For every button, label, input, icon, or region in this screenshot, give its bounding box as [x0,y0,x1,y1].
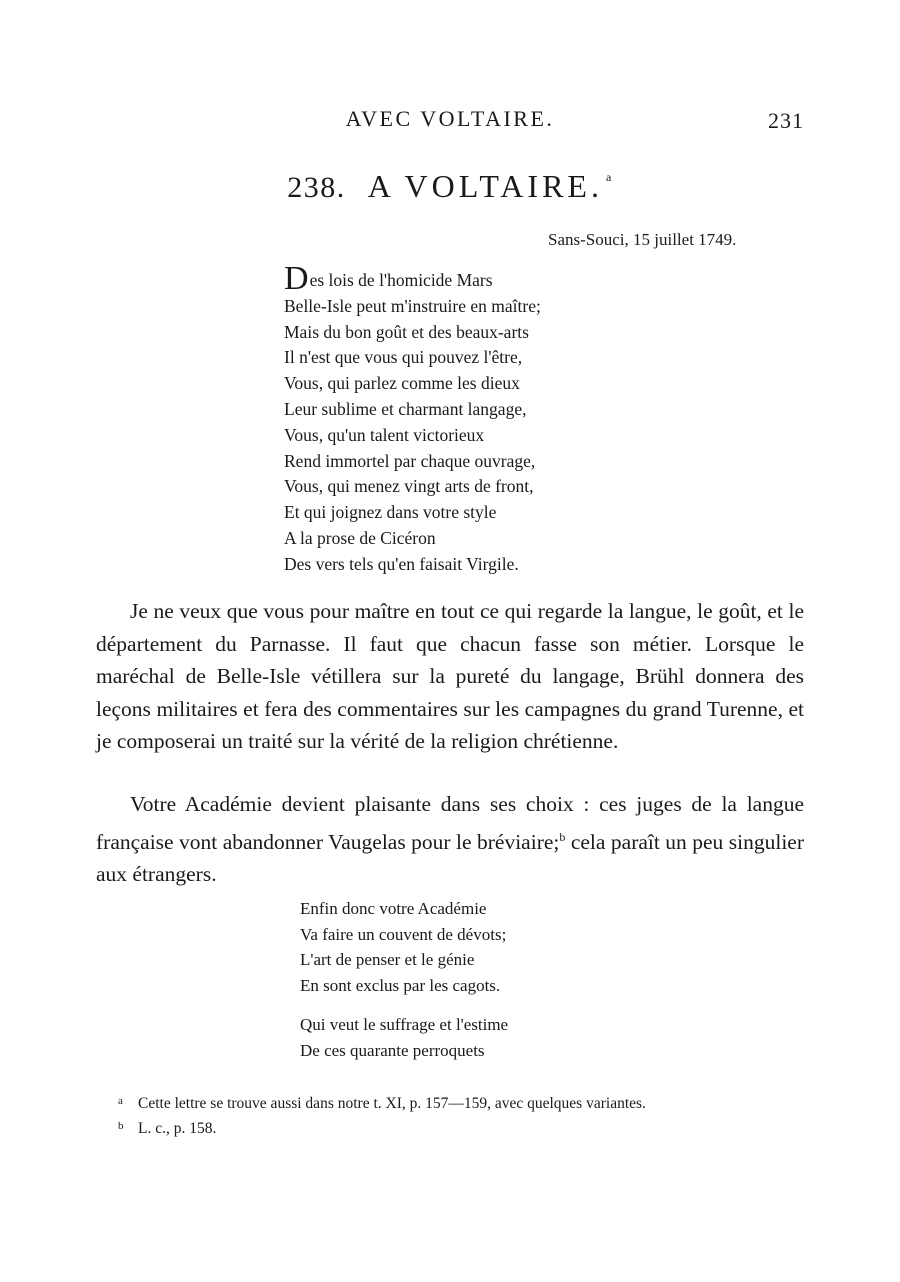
footnote-ref-b: b [559,829,566,844]
verse-line: Mais du bon goût et des beaux-arts [284,321,529,342]
prose-2-text-end: cela paraît un peu singulier aux étrangers. [96,829,805,886]
footnotes [118,1090,646,1140]
verse-line: En sont exclus par les cagots. [300,975,501,995]
verse-line: Belle-Isle peut m'instruire en maître; [284,295,541,316]
verse-line: Va faire un couvent de dévots; [300,924,507,944]
letter-recipient: A VOLTAIRE. [367,168,603,204]
verse-line [284,260,541,297]
footnote-mark: a [118,1095,123,1107]
verse-block-3 [300,1012,508,1063]
verse-line: Vous, qui parlez comme les dieux [284,373,520,394]
verse-line: A la prose de Cicéron [284,527,436,548]
running-head: AVEC VOLTAIRE. [345,106,555,131]
page-number: 231 [768,108,804,133]
verse-line: Et qui joignez dans votre style [284,502,497,523]
dateline: Sans-Souci, 15 juillet 1749. [548,230,737,249]
footnote-mark: b [118,1120,124,1132]
letter-title [0,168,900,205]
drop-cap: D [284,260,309,297]
verse-line: Il n'est que vous qui pouvez l'être, [284,347,523,368]
prose-2-text: Votre Académie devient plaisante dans ses choix : ces juges de la langue française vont abandonner Vaugelas pour le bréviaire; [96,792,804,854]
verse-line: Enfin donc votre Académie [300,899,487,918]
prose-paragraph-1: Je ne veux que vous pour maître en tout ce qui regarde la langue, le goût, et le département du Parnasse. Il faut que chacun fasse son métier. Lorsque le maréchal de Belle-Isle vétillera sur la pureté du langage, Brühl donnera des leçons militaires et fera des commentaires sur les campagnes du grand Turenne, et je composerai un traité sur la vérité de la religion chrétienne. [96,599,804,753]
footnote-text: L. c., p. 158. [138,1120,217,1137]
verse-block-2 [300,896,506,998]
verse-line: Des vers tels qu'en faisait Virgile. [284,553,519,574]
verse-line: Leur sublime et charmant langage, [284,398,527,419]
verse-line: Vous, qu'un talent victorieux [284,424,485,445]
verse-block-1 [284,260,541,578]
letter-number: 238. [287,171,346,204]
footnote-a [118,1090,646,1115]
verse-line: Rend immortel par chaque ouvrage, [284,450,536,471]
verse-line: Vous, qui menez vingt arts de front, [284,476,534,497]
footnote-text: Cette lettre se trouve aussi dans notre t. XI, p. 157—159, avec quelques variantes. [138,1095,646,1112]
verse-line: Qui veut le suffrage et l'estime [300,1015,509,1034]
verse-first-line: es lois de l'homicide Mars [309,270,493,290]
prose-paragraph-2 [96,788,804,891]
verse-line: De ces quarante perroquets [300,1040,485,1060]
footnote-b [118,1115,646,1140]
title-note-mark: a [605,170,613,184]
verse-line: L'art de penser et le génie [300,950,475,969]
